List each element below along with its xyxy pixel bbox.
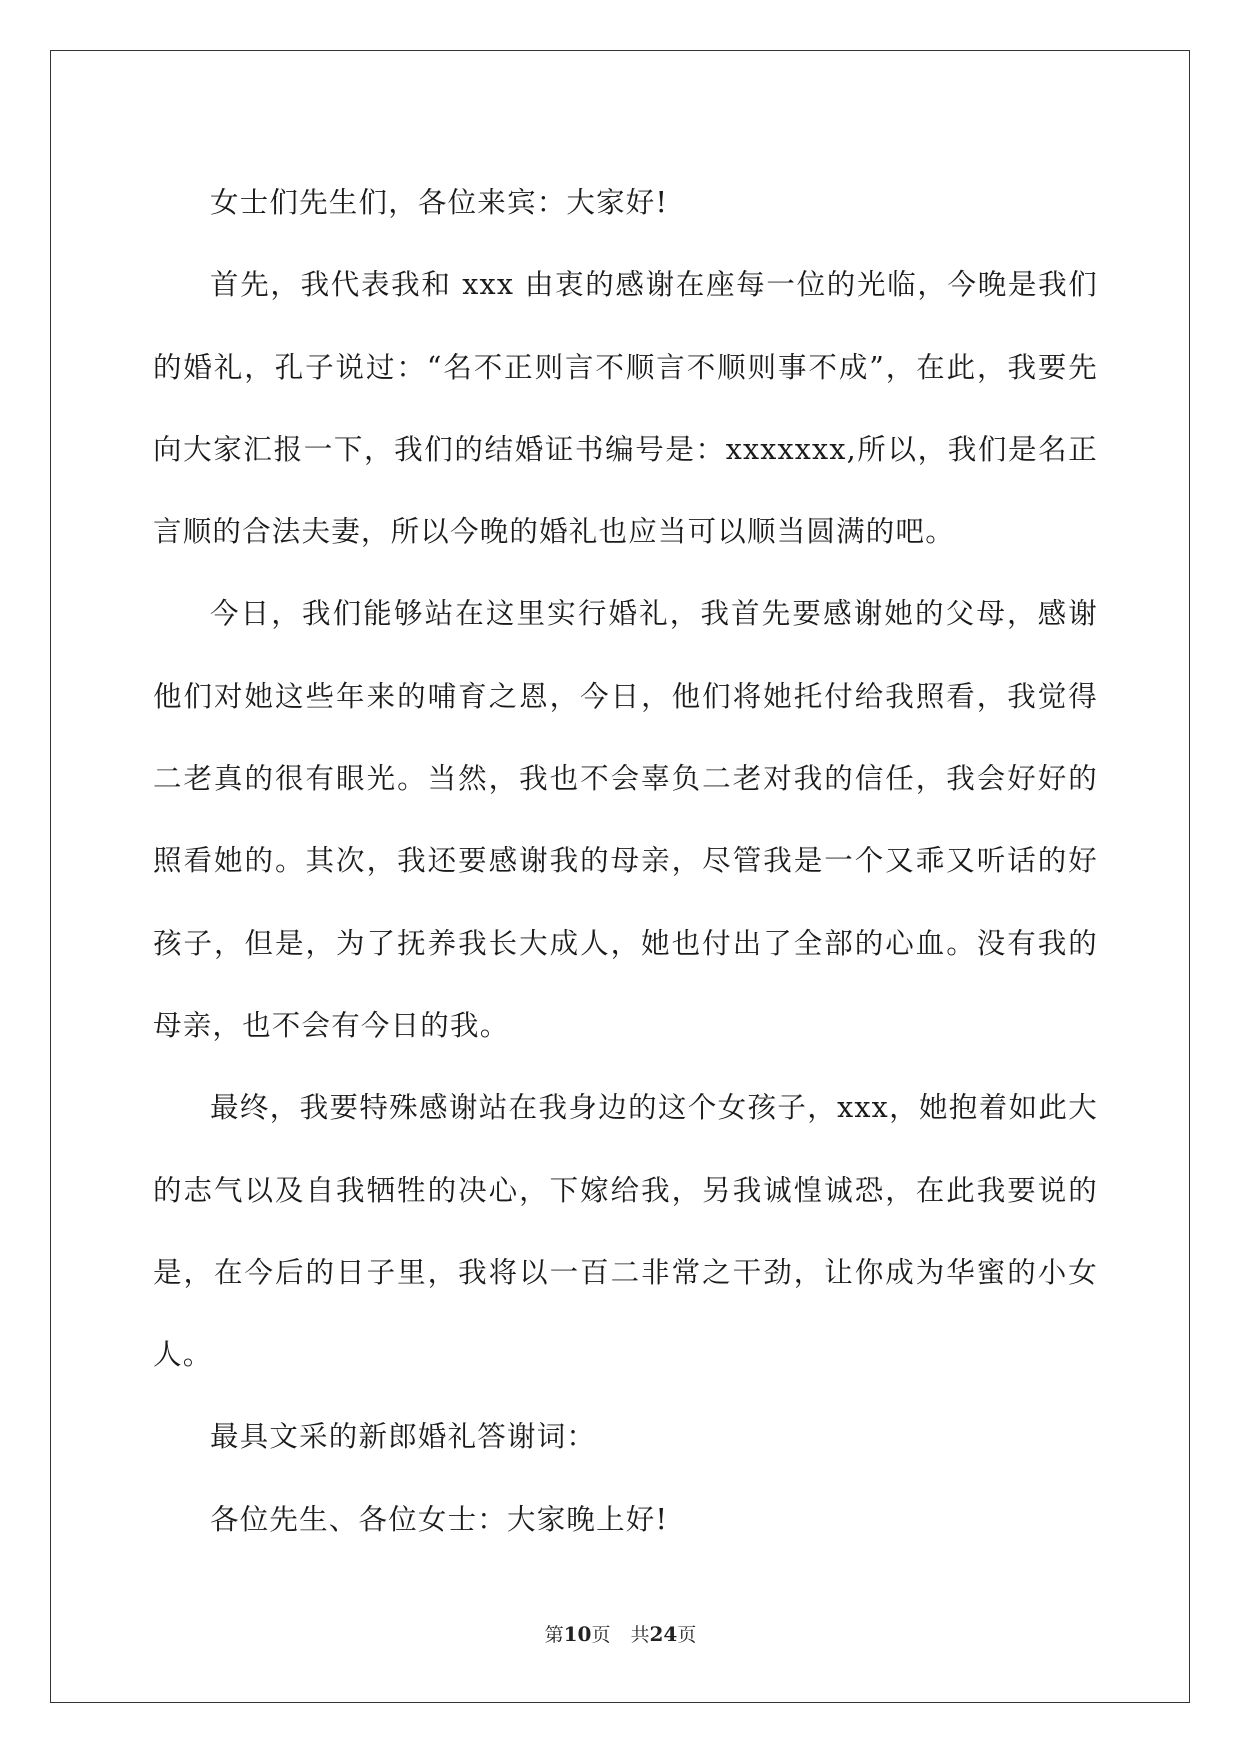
- footer-page-current: 10: [563, 1622, 592, 1646]
- paragraph-second-greeting: 各位先生、各位女士：大家晚上好!: [210, 1502, 669, 1536]
- footer-page-mid: 页: [591, 1624, 611, 1646]
- footer-page-prefix: 第: [544, 1624, 564, 1646]
- footer-total-suffix: 页: [677, 1624, 697, 1646]
- page-footer: [0, 1620, 1241, 1647]
- paragraph-thanks-bride: 最终，我要特殊感谢站在我身边的这个女孩子，xxx，她抱着如此大的志气以及自我牺牲的决心，下嫁给我，另我诚惶诚恐，在此我要说的是，在今后的日子里，我将以一百二非常之干劲，让你成为华蜜的小女人。: [153, 1091, 1098, 1372]
- paragraph-section-heading: 最具文采的新郎婚礼答谢词：: [210, 1420, 597, 1454]
- paragraph-greeting: 女士们先生们，各位来宾：大家好!: [210, 186, 669, 219]
- paragraph-thanks-guests: 首先，我代表我和 xxx 由衷的感谢在座每一位的光临，今晚是我们的婚礼，孔子说过：“名不正则言不顺言不顺则事不成”，在此，我要先向大家汇报一下，我们的结婚证书编号是：xxxxxxx,所以，我们是名正言顺的合法夫妻，所以今晚的婚礼也应当可以顺当圆满的吧。: [153, 268, 1098, 549]
- paragraph-thanks-parents: 今日，我们能够站在这里实行婚礼，我首先要感谢她的父母，感谢他们对她这些年来的哺育之恩，今日，他们将她托付给我照看，我觉得二老真的很有眼光。当然，我也不会辜负二老对我的信任，我会好好的照看她的。其次，我还要感谢我的母亲，尽管我是一个又乖又听话的好孩子，但是，为了抚养我长大成人，她也付出了全部的心血。没有我的母亲，也不会有今日的我。: [153, 597, 1098, 1042]
- footer-page-total: 24: [649, 1622, 678, 1646]
- footer-total-prefix: 共: [630, 1624, 650, 1646]
- document-body: [153, 162, 1098, 1561]
